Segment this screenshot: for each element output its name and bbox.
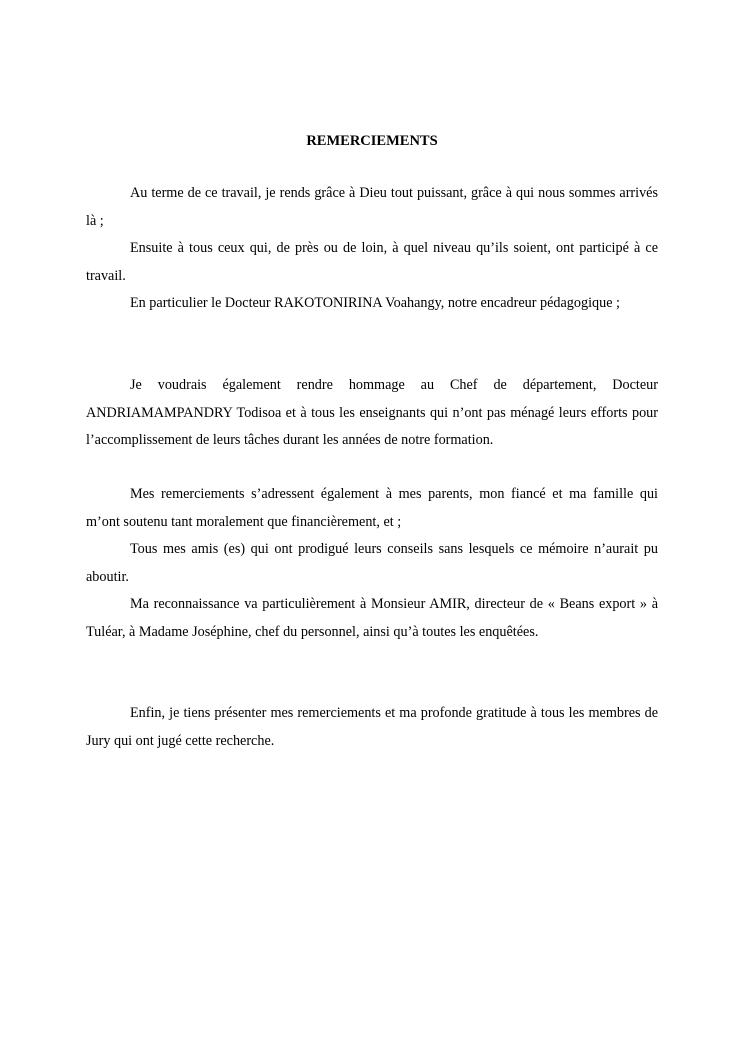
paragraph-department: Je voudrais également rendre hommage au Chef de département, Docteur ANDRIAMAMPANDRY Todisoa et à tous les enseignants qui n’ont pas ménagé leurs efforts pour l’accomplissement de leurs tâches durant les années de notre formation. [86,377,658,448]
paragraph-company: Ma reconnaissance va particulièrement à Monsieur AMIR, directeur de « Beans export » à Tuléar, à Madame Joséphine, chef du personnel, ainsi qu’à toutes les enquêtées. [86,596,658,640]
page-title: REMERCIEMENTS [306,133,438,149]
paragraph-family: Mes remerciements s’adressent également à mes parents, mon fiancé et ma famille qui m’ont soutenu tant moralement que financièrement, et ; [86,486,658,530]
paragraph-jury: Enfin, je tiens présenter mes remerciements et ma profonde gratitude à tous les membres de Jury qui ont jugé cette recherche. [86,705,658,749]
paragraph-god: Au terme de ce travail, je rends grâce à Dieu tout puissant, grâce à qui nous sommes arrivés là ; [86,185,658,229]
paragraph-contributors: Ensuite à tous ceux qui, de près ou de loin, à quel niveau qu’ils soient, ont participé à ce travail. [86,240,658,284]
paragraph-friends: Tous mes amis (es) qui ont prodigué leurs conseils sans lesquels ce mémoire n’aurait pu aboutir. [86,541,658,585]
paragraph-supervisor: En particulier le Docteur RAKOTONIRINA Voahangy, notre encadreur pédagogique ; [130,295,620,311]
